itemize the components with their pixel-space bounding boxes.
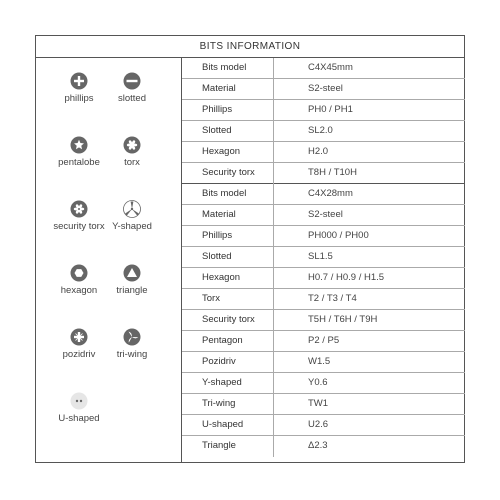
table-row	[182, 289, 465, 310]
spec-value: SL2.0	[308, 125, 333, 136]
table-row	[182, 100, 465, 121]
u-shaped-label: U-shaped	[58, 413, 100, 424]
bit-type-phillips	[49, 72, 109, 104]
spec-name: Hexagon	[182, 268, 274, 289]
security-torx-icon	[49, 200, 109, 218]
spec-value: TW1	[308, 398, 329, 409]
spec-value: T5H / T6H / T9H	[308, 314, 378, 325]
bit-type-hexagon	[49, 264, 109, 296]
pentalobe-label: pentalobe	[58, 157, 100, 168]
table-row	[182, 268, 465, 289]
hexagon-icon	[49, 264, 109, 282]
table-row	[182, 373, 465, 394]
y-shaped-label: Y-shaped	[112, 221, 152, 232]
spec-value: PH0 / PH1	[308, 104, 353, 115]
table-row	[182, 394, 465, 415]
pentalobe-icon	[49, 136, 109, 154]
y-shaped-icon	[102, 200, 162, 218]
table-row	[182, 142, 465, 163]
spec-name: Security torx	[182, 163, 274, 184]
spec-value: S2-steel	[308, 209, 343, 220]
pozidriv-label: pozidriv	[62, 349, 96, 360]
spec-name: Pentagon	[182, 331, 274, 352]
spec-value: S2-steel	[308, 83, 343, 94]
spec-name: Phillips	[182, 226, 274, 247]
slotted-icon	[102, 72, 162, 90]
spec-value: H2.0	[308, 146, 329, 157]
spec-name: Triangle	[182, 436, 274, 457]
spec-value: Δ2.3	[308, 440, 328, 451]
torx-icon	[102, 136, 162, 154]
spec-value: SL1.5	[308, 251, 333, 262]
bit-icons-column	[36, 58, 182, 463]
panel-title: BITS INFORMATION	[36, 36, 464, 58]
spec-value: W1.5	[308, 356, 331, 367]
bits-information-panel	[35, 35, 465, 463]
security-torx-label: security torx	[53, 221, 105, 232]
tri-wing-label: tri-wing	[116, 349, 148, 360]
bit-type-triangle	[102, 264, 162, 296]
spec-name: Tri-wing	[182, 394, 274, 415]
hexagon-label: hexagon	[60, 285, 98, 296]
spec-name: Material	[182, 205, 274, 226]
bit-type-u-shaped	[49, 392, 109, 424]
bit-type-slotted	[102, 72, 162, 104]
spec-name: Slotted	[182, 121, 274, 142]
table-row	[182, 226, 465, 247]
spec-value: C4X28mm	[308, 188, 353, 199]
spec-value: T2 / T3 / T4	[308, 293, 357, 304]
torx-label: torx	[124, 157, 140, 168]
spec-name: Material	[182, 79, 274, 100]
phillips-icon	[49, 72, 109, 90]
u-shaped-icon	[49, 392, 109, 410]
spec-name: Security torx	[182, 310, 274, 331]
triangle-label: triangle	[116, 285, 148, 296]
bit-type-torx	[102, 136, 162, 168]
spec-name: Torx	[182, 289, 274, 310]
spec-name: Y-shaped	[182, 373, 274, 394]
table-row	[182, 79, 465, 100]
table-row	[182, 205, 465, 226]
phillips-label: phillips	[64, 93, 94, 104]
pozidriv-icon	[49, 328, 109, 346]
table-row	[182, 310, 465, 331]
table-row	[182, 436, 465, 457]
spec-name: Bits model	[182, 184, 274, 205]
spec-name: Hexagon	[182, 142, 274, 163]
bit-type-security-torx	[49, 200, 109, 232]
spec-value: PH000 / PH00	[308, 230, 369, 241]
bit-type-pozidriv	[49, 328, 109, 360]
table-row	[182, 415, 465, 436]
spec-name: Slotted	[182, 247, 274, 268]
bit-type-tri-wing	[102, 328, 162, 360]
table-row	[182, 331, 465, 352]
spec-value: Y0.6	[308, 377, 328, 388]
bit-type-pentalobe	[49, 136, 109, 168]
table-row	[182, 247, 465, 268]
bit-type-y-shaped	[102, 200, 162, 232]
spec-value: U2.6	[308, 419, 329, 430]
slotted-label: slotted	[118, 93, 146, 104]
triangle-icon	[102, 264, 162, 282]
table-row	[182, 121, 465, 142]
spec-name: Pozidriv	[182, 352, 274, 373]
spec-value: H0.7 / H0.9 / H1.5	[308, 272, 385, 283]
table-row	[182, 352, 465, 373]
spec-value: P2 / P5	[308, 335, 340, 346]
table-row	[182, 184, 465, 205]
spec-name: U-shaped	[182, 415, 274, 436]
table-row	[182, 58, 465, 79]
spec-name: Bits model	[182, 58, 274, 79]
spec-value: T8H / T10H	[308, 167, 357, 178]
tri-wing-icon	[102, 328, 162, 346]
spec-name: Phillips	[182, 100, 274, 121]
table-row	[182, 163, 465, 184]
spec-value: C4X45mm	[308, 62, 353, 73]
